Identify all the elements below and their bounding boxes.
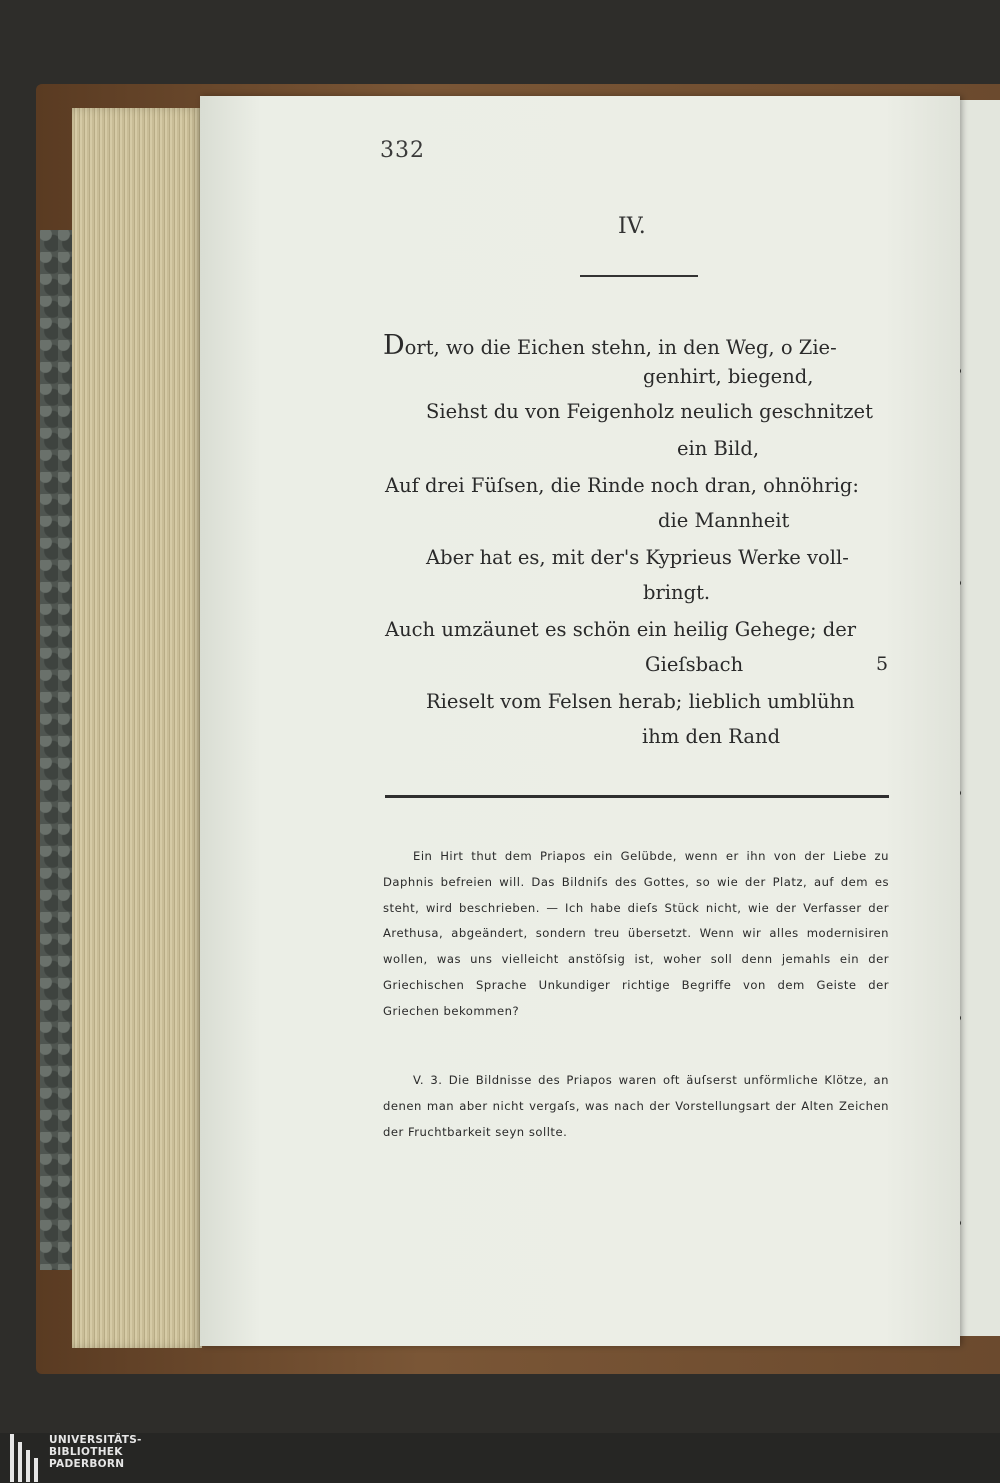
page-number: 332 [380, 138, 425, 163]
verse-line: Gieſsbach [645, 653, 744, 676]
verse-line: Siehst du von Feigenholz neulich geschnitzet [426, 400, 873, 423]
library-logo-icon [10, 1434, 40, 1482]
page-edges [72, 108, 202, 1348]
footnote-verse-3: V. 3. Die Bildnisse des Priapos waren oft äuſserst unförmliche Klötze, an denen man aber nicht vergaſs, was nach der Vorstellungsart der Alten Zeichen der Fruchtbarkeit seyn sollte. [383, 1073, 889, 1139]
verse-line: Aber hat es, mit der's Kyprieus Werke voll- [426, 546, 849, 569]
footnote-intro: Ein Hirt thut dem Priapos ein Gelübde, wenn er ihn von der Liebe zu Daphnis befreien will. Das Bildniſs des Gottes, so wie der Platz, auf dem es steht, wird beschrieben. — Ich habe dieſs Stück nicht, wie der Verfasser der Arethusa, abgeändert, sondern treu übersetzt. Wenn wir alles modernisiren wollen, was uns vielleicht anstöſsig ist, woher soll denn jemahls ein der Griechischen Sprache Unkundiger richtige Begriffe von dem Geiste der Griechen bekommen? [383, 849, 889, 1018]
footnote-rule [385, 795, 889, 798]
verse-line: Auch umzäunet es schön ein heilig Gehege; der [385, 618, 857, 641]
verse-line: genhirt, biegend, [643, 365, 814, 388]
book-page [200, 96, 960, 1346]
library-logo-text: UNIVERSITÄTS- BIBLIOTHEK PADERBORN [49, 1434, 142, 1470]
footer-bar [0, 1433, 1000, 1483]
verse-line: Auf drei Füſsen, die Rinde noch dran, ohnöhrig: [385, 474, 859, 497]
line-number: 5 [876, 653, 889, 675]
verse-line: ihm den Rand [642, 725, 781, 748]
verse-line: die Mannheit [658, 509, 790, 532]
verse-line: Rieselt vom Felsen herab; lieblich umblühn [426, 690, 855, 713]
verse-line: bringt. [643, 581, 711, 604]
facing-page-edge [958, 100, 1000, 1336]
verse-line: Dort, wo die Eichen stehn, in den Weg, o Zie- [383, 330, 837, 361]
heading-rule [580, 275, 698, 277]
verse-line: ein Bild, [677, 437, 760, 460]
